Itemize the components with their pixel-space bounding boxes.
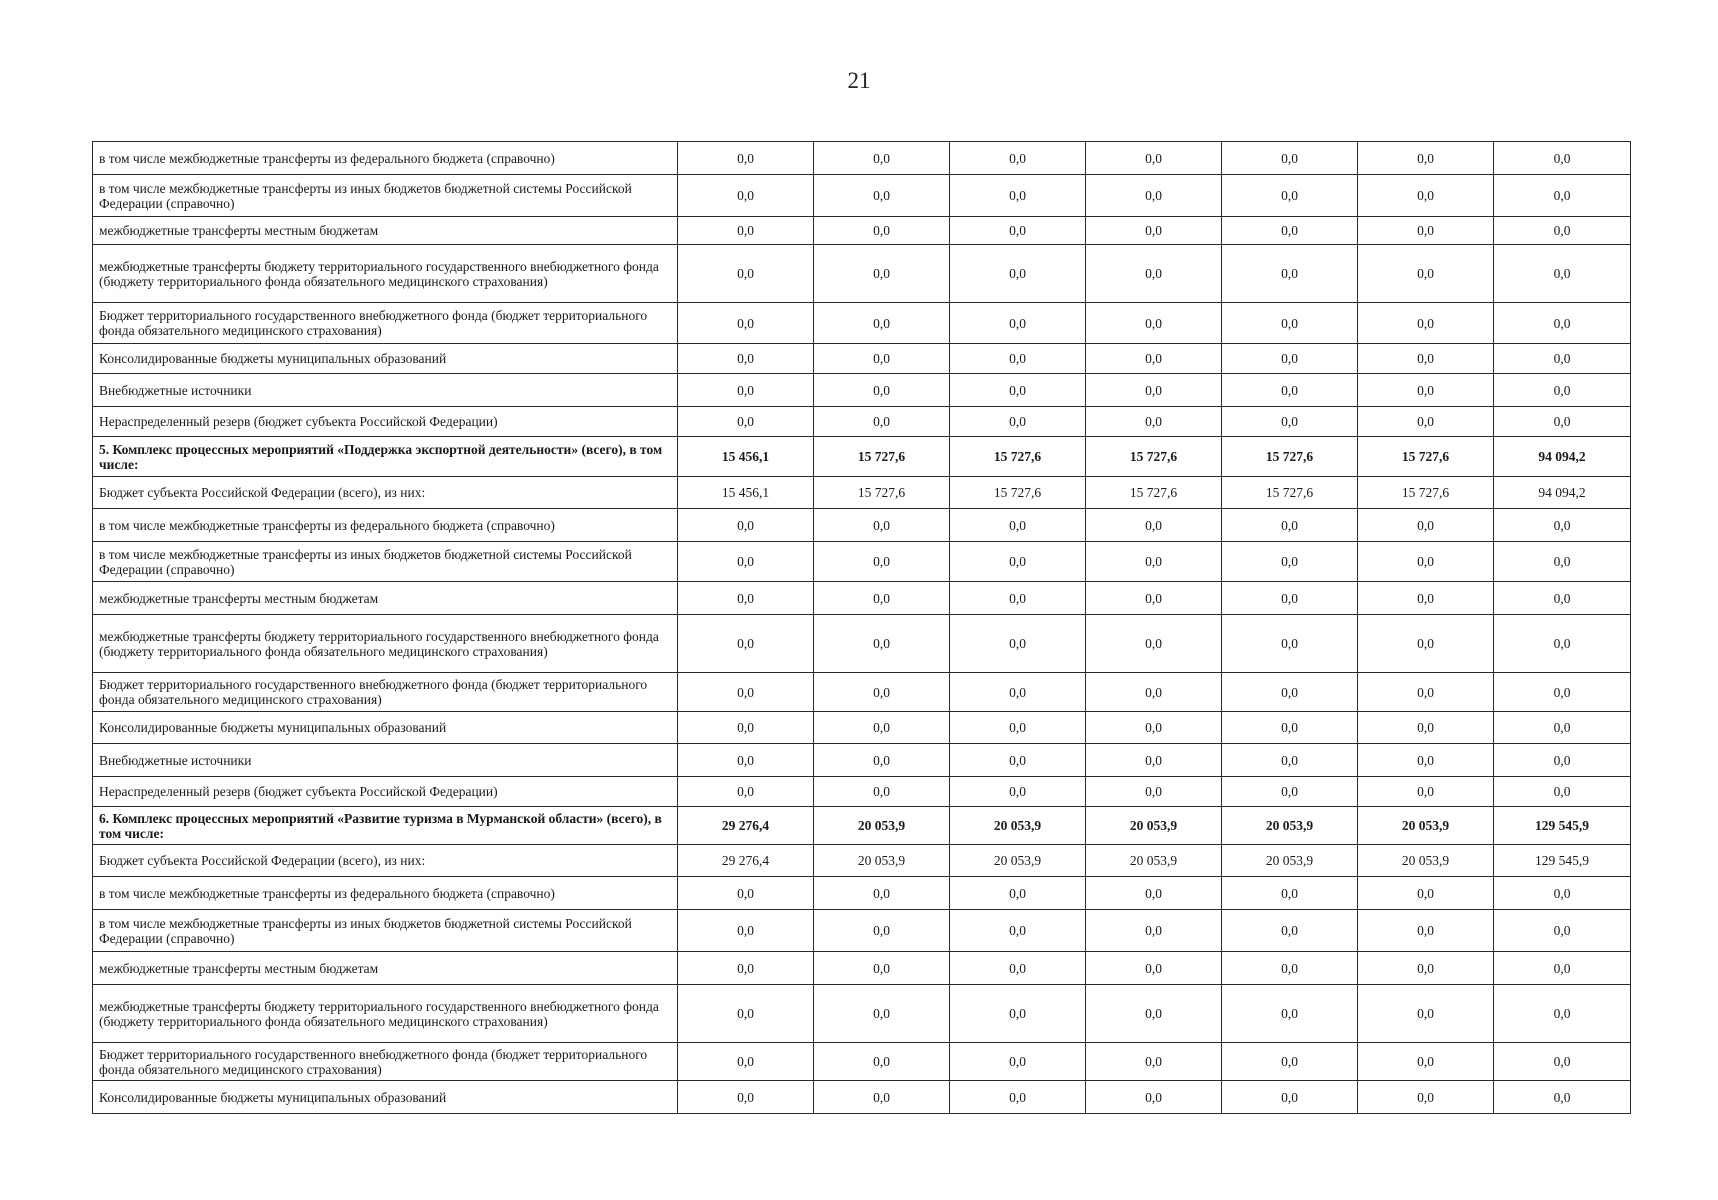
value-cell: 0,0 xyxy=(950,245,1086,303)
value-cell: 20 053,9 xyxy=(1358,845,1494,877)
value-cell: 0,0 xyxy=(1086,712,1222,744)
table-row xyxy=(93,245,1631,303)
row-label: межбюджетные трансферты местным бюджетам xyxy=(93,217,678,245)
value-cell: 0,0 xyxy=(1494,509,1631,542)
value-cell: 0,0 xyxy=(1358,877,1494,910)
table-row xyxy=(93,509,1631,542)
value-cell: 0,0 xyxy=(1358,175,1494,217)
value-cell: 0,0 xyxy=(1086,245,1222,303)
row-label: Бюджет субъекта Российской Федерации (всего), из них: xyxy=(93,845,678,877)
value-cell: 15 727,6 xyxy=(814,437,950,477)
value-cell: 0,0 xyxy=(1494,344,1631,374)
value-cell: 0,0 xyxy=(1086,615,1222,673)
value-cell: 0,0 xyxy=(678,744,814,777)
value-cell: 0,0 xyxy=(1086,142,1222,175)
value-cell: 0,0 xyxy=(1222,582,1358,615)
value-cell: 0,0 xyxy=(1494,175,1631,217)
value-cell: 0,0 xyxy=(814,952,950,985)
value-cell: 0,0 xyxy=(1086,910,1222,952)
value-cell: 0,0 xyxy=(1086,952,1222,985)
value-cell: 0,0 xyxy=(1222,744,1358,777)
value-cell: 0,0 xyxy=(950,582,1086,615)
value-cell: 0,0 xyxy=(950,712,1086,744)
value-cell: 0,0 xyxy=(950,910,1086,952)
budget-table xyxy=(92,141,1631,1114)
value-cell: 0,0 xyxy=(678,910,814,952)
value-cell: 0,0 xyxy=(1358,344,1494,374)
value-cell: 20 053,9 xyxy=(814,807,950,845)
table-row xyxy=(93,437,1631,477)
value-cell: 0,0 xyxy=(678,777,814,807)
value-cell: 0,0 xyxy=(814,245,950,303)
row-label: 6. Комплекс процессных мероприятий «Развитие туризма в Мурманской области» (всего), в том числе: xyxy=(93,807,678,845)
value-cell: 0,0 xyxy=(814,777,950,807)
value-cell: 0,0 xyxy=(950,142,1086,175)
value-cell: 0,0 xyxy=(1358,582,1494,615)
value-cell: 0,0 xyxy=(1494,303,1631,344)
value-cell: 0,0 xyxy=(678,407,814,437)
table-row xyxy=(93,303,1631,344)
value-cell: 0,0 xyxy=(1222,344,1358,374)
table-row xyxy=(93,344,1631,374)
value-cell: 0,0 xyxy=(814,374,950,407)
value-cell: 0,0 xyxy=(678,877,814,910)
value-cell: 0,0 xyxy=(1222,910,1358,952)
value-cell: 0,0 xyxy=(1358,615,1494,673)
row-label: Бюджет территориального государственного внебюджетного фонда (бюджет территориального фонда обязательного медицинского страхования) xyxy=(93,1043,678,1081)
row-label: межбюджетные трансферты местным бюджетам xyxy=(93,582,678,615)
value-cell: 20 053,9 xyxy=(950,807,1086,845)
table-row xyxy=(93,175,1631,217)
value-cell: 0,0 xyxy=(950,509,1086,542)
value-cell: 0,0 xyxy=(1494,217,1631,245)
value-cell: 0,0 xyxy=(1086,175,1222,217)
value-cell: 0,0 xyxy=(1494,374,1631,407)
value-cell: 0,0 xyxy=(1222,712,1358,744)
value-cell: 0,0 xyxy=(1086,542,1222,582)
value-cell: 15 727,6 xyxy=(1358,477,1494,509)
value-cell: 0,0 xyxy=(1222,217,1358,245)
value-cell: 0,0 xyxy=(814,712,950,744)
value-cell: 0,0 xyxy=(950,217,1086,245)
value-cell: 0,0 xyxy=(814,1081,950,1114)
value-cell: 20 053,9 xyxy=(1358,807,1494,845)
value-cell: 29 276,4 xyxy=(678,845,814,877)
value-cell: 0,0 xyxy=(678,509,814,542)
row-label: в том числе межбюджетные трансферты из иных бюджетов бюджетной системы Российской Федерации (справочно) xyxy=(93,910,678,952)
row-label: Внебюджетные источники xyxy=(93,744,678,777)
value-cell: 0,0 xyxy=(1086,744,1222,777)
value-cell: 0,0 xyxy=(814,509,950,542)
value-cell: 0,0 xyxy=(1494,615,1631,673)
table-row xyxy=(93,477,1631,509)
row-label: в том числе межбюджетные трансферты из федерального бюджета (справочно) xyxy=(93,509,678,542)
table-row xyxy=(93,877,1631,910)
table-row xyxy=(93,845,1631,877)
value-cell: 0,0 xyxy=(1222,142,1358,175)
table-row xyxy=(93,673,1631,712)
value-cell: 15 727,6 xyxy=(1222,437,1358,477)
value-cell: 15 727,6 xyxy=(1222,477,1358,509)
value-cell: 0,0 xyxy=(678,175,814,217)
value-cell: 0,0 xyxy=(678,217,814,245)
value-cell: 0,0 xyxy=(1222,985,1358,1043)
value-cell: 20 053,9 xyxy=(814,845,950,877)
value-cell: 0,0 xyxy=(1494,582,1631,615)
value-cell: 20 053,9 xyxy=(950,845,1086,877)
table-row xyxy=(93,615,1631,673)
value-cell: 0,0 xyxy=(950,175,1086,217)
row-label: в том числе межбюджетные трансферты из иных бюджетов бюджетной системы Российской Федерации (справочно) xyxy=(93,175,678,217)
value-cell: 0,0 xyxy=(1086,673,1222,712)
value-cell: 0,0 xyxy=(1494,910,1631,952)
value-cell: 0,0 xyxy=(814,744,950,777)
value-cell: 0,0 xyxy=(1494,985,1631,1043)
value-cell: 0,0 xyxy=(1358,712,1494,744)
value-cell: 0,0 xyxy=(678,142,814,175)
value-cell: 0,0 xyxy=(678,952,814,985)
table-row xyxy=(93,985,1631,1043)
row-label: Бюджет территориального государственного внебюджетного фонда (бюджет территориального фонда обязательного медицинского страхования) xyxy=(93,303,678,344)
value-cell: 0,0 xyxy=(1086,407,1222,437)
value-cell: 0,0 xyxy=(1494,407,1631,437)
row-label: Консолидированные бюджеты муниципальных образований xyxy=(93,712,678,744)
value-cell: 0,0 xyxy=(678,1081,814,1114)
row-label: межбюджетные трансферты бюджету территориального государственного внебюджетного фонда (бюджету территориального фонда обязательного медицинского страхования) xyxy=(93,985,678,1043)
value-cell: 0,0 xyxy=(678,712,814,744)
value-cell: 0,0 xyxy=(1358,142,1494,175)
value-cell: 0,0 xyxy=(678,303,814,344)
value-cell: 94 094,2 xyxy=(1494,437,1631,477)
page-number: 21 xyxy=(847,68,871,93)
value-cell: 20 053,9 xyxy=(1222,845,1358,877)
value-cell: 0,0 xyxy=(1358,673,1494,712)
value-cell: 0,0 xyxy=(814,1043,950,1081)
table-row xyxy=(93,582,1631,615)
value-cell: 0,0 xyxy=(950,542,1086,582)
value-cell: 0,0 xyxy=(1494,245,1631,303)
table-row xyxy=(93,807,1631,845)
value-cell: 0,0 xyxy=(678,245,814,303)
value-cell: 0,0 xyxy=(1222,374,1358,407)
table-row xyxy=(93,952,1631,985)
value-cell: 0,0 xyxy=(1086,217,1222,245)
value-cell: 0,0 xyxy=(814,407,950,437)
value-cell: 20 053,9 xyxy=(1086,807,1222,845)
value-cell: 15 456,1 xyxy=(678,437,814,477)
table-row xyxy=(93,777,1631,807)
value-cell: 0,0 xyxy=(678,985,814,1043)
value-cell: 0,0 xyxy=(1494,877,1631,910)
value-cell: 0,0 xyxy=(814,615,950,673)
row-label: Бюджет территориального государственного внебюджетного фонда (бюджет территориального фонда обязательного медицинского страхования) xyxy=(93,673,678,712)
value-cell: 0,0 xyxy=(1358,374,1494,407)
value-cell: 0,0 xyxy=(1494,542,1631,582)
value-cell: 0,0 xyxy=(1358,910,1494,952)
table-row xyxy=(93,217,1631,245)
value-cell: 0,0 xyxy=(950,615,1086,673)
value-cell: 0,0 xyxy=(1358,744,1494,777)
value-cell: 15 727,6 xyxy=(950,437,1086,477)
value-cell: 0,0 xyxy=(1494,777,1631,807)
value-cell: 0,0 xyxy=(950,303,1086,344)
value-cell: 0,0 xyxy=(950,1081,1086,1114)
value-cell: 0,0 xyxy=(678,582,814,615)
value-cell: 0,0 xyxy=(1358,985,1494,1043)
value-cell: 15 727,6 xyxy=(814,477,950,509)
value-cell: 20 053,9 xyxy=(1086,845,1222,877)
value-cell: 0,0 xyxy=(950,777,1086,807)
value-cell: 0,0 xyxy=(1222,245,1358,303)
value-cell: 0,0 xyxy=(1086,344,1222,374)
value-cell: 0,0 xyxy=(1222,615,1358,673)
value-cell: 0,0 xyxy=(950,374,1086,407)
value-cell: 0,0 xyxy=(1358,509,1494,542)
table-row xyxy=(93,910,1631,952)
value-cell: 20 053,9 xyxy=(1222,807,1358,845)
value-cell: 0,0 xyxy=(950,407,1086,437)
value-cell: 129 545,9 xyxy=(1494,845,1631,877)
value-cell: 0,0 xyxy=(950,952,1086,985)
value-cell: 0,0 xyxy=(950,1043,1086,1081)
value-cell: 0,0 xyxy=(814,985,950,1043)
table-row xyxy=(93,542,1631,582)
value-cell: 0,0 xyxy=(1086,1043,1222,1081)
value-cell: 0,0 xyxy=(814,877,950,910)
value-cell: 0,0 xyxy=(1222,303,1358,344)
table-row xyxy=(93,407,1631,437)
value-cell: 0,0 xyxy=(1494,712,1631,744)
value-cell: 0,0 xyxy=(1494,952,1631,985)
row-label: в том числе межбюджетные трансферты из федерального бюджета (справочно) xyxy=(93,142,678,175)
value-cell: 0,0 xyxy=(1086,582,1222,615)
value-cell: 0,0 xyxy=(1494,744,1631,777)
value-cell: 0,0 xyxy=(1222,877,1358,910)
table-row xyxy=(93,712,1631,744)
value-cell: 0,0 xyxy=(678,344,814,374)
value-cell: 0,0 xyxy=(950,744,1086,777)
value-cell: 0,0 xyxy=(678,615,814,673)
value-cell: 0,0 xyxy=(1358,952,1494,985)
value-cell: 0,0 xyxy=(1086,374,1222,407)
value-cell: 0,0 xyxy=(1222,1043,1358,1081)
value-cell: 0,0 xyxy=(1494,673,1631,712)
value-cell: 0,0 xyxy=(1494,142,1631,175)
value-cell: 0,0 xyxy=(1358,1043,1494,1081)
value-cell: 0,0 xyxy=(814,910,950,952)
table-row xyxy=(93,1081,1631,1114)
value-cell: 15 727,6 xyxy=(1086,477,1222,509)
value-cell: 15 727,6 xyxy=(950,477,1086,509)
row-label: в том числе межбюджетные трансферты из иных бюджетов бюджетной системы Российской Федерации (справочно) xyxy=(93,542,678,582)
table-row xyxy=(93,744,1631,777)
value-cell: 0,0 xyxy=(1222,1081,1358,1114)
value-cell: 15 727,6 xyxy=(1086,437,1222,477)
value-cell: 0,0 xyxy=(678,1043,814,1081)
value-cell: 15 727,6 xyxy=(1358,437,1494,477)
row-label: в том числе межбюджетные трансферты из федерального бюджета (справочно) xyxy=(93,877,678,910)
value-cell: 0,0 xyxy=(814,303,950,344)
value-cell: 0,0 xyxy=(1086,777,1222,807)
value-cell: 0,0 xyxy=(1086,877,1222,910)
row-label: Внебюджетные источники xyxy=(93,374,678,407)
value-cell: 0,0 xyxy=(814,217,950,245)
value-cell: 0,0 xyxy=(950,673,1086,712)
value-cell: 0,0 xyxy=(1222,777,1358,807)
row-label: межбюджетные трансферты бюджету территориального государственного внебюджетного фонда (бюджету территориального фонда обязательного медицинского страхования) xyxy=(93,245,678,303)
table-row xyxy=(93,1043,1631,1081)
value-cell: 129 545,9 xyxy=(1494,807,1631,845)
row-label: Бюджет субъекта Российской Федерации (всего), из них: xyxy=(93,477,678,509)
value-cell: 0,0 xyxy=(950,877,1086,910)
value-cell: 15 456,1 xyxy=(678,477,814,509)
row-label: межбюджетные трансферты бюджету территориального государственного внебюджетного фонда (бюджету территориального фонда обязательного медицинского страхования) xyxy=(93,615,678,673)
row-label: Нераспределенный резерв (бюджет субъекта Российской Федерации) xyxy=(93,777,678,807)
value-cell: 0,0 xyxy=(1358,777,1494,807)
value-cell: 0,0 xyxy=(1222,542,1358,582)
value-cell: 0,0 xyxy=(678,542,814,582)
value-cell: 0,0 xyxy=(1086,509,1222,542)
value-cell: 0,0 xyxy=(1222,509,1358,542)
value-cell: 0,0 xyxy=(1494,1081,1631,1114)
value-cell: 29 276,4 xyxy=(678,807,814,845)
row-label: 5. Комплекс процессных мероприятий «Поддержка экспортной деятельности» (всего), в том числе: xyxy=(93,437,678,477)
value-cell: 0,0 xyxy=(1086,1081,1222,1114)
value-cell: 0,0 xyxy=(1358,245,1494,303)
value-cell: 0,0 xyxy=(814,542,950,582)
value-cell: 0,0 xyxy=(678,673,814,712)
value-cell: 0,0 xyxy=(1222,407,1358,437)
value-cell: 0,0 xyxy=(1086,985,1222,1043)
row-label: Консолидированные бюджеты муниципальных образований xyxy=(93,1081,678,1114)
value-cell: 0,0 xyxy=(814,344,950,374)
value-cell: 0,0 xyxy=(814,673,950,712)
value-cell: 0,0 xyxy=(1358,407,1494,437)
value-cell: 94 094,2 xyxy=(1494,477,1631,509)
value-cell: 0,0 xyxy=(814,582,950,615)
value-cell: 0,0 xyxy=(678,374,814,407)
budget-table-body xyxy=(93,142,1631,1114)
value-cell: 0,0 xyxy=(1222,673,1358,712)
value-cell: 0,0 xyxy=(1086,303,1222,344)
row-label: межбюджетные трансферты местным бюджетам xyxy=(93,952,678,985)
row-label: Консолидированные бюджеты муниципальных образований xyxy=(93,344,678,374)
row-label: Нераспределенный резерв (бюджет субъекта Российской Федерации) xyxy=(93,407,678,437)
table-row xyxy=(93,374,1631,407)
value-cell: 0,0 xyxy=(1358,303,1494,344)
value-cell: 0,0 xyxy=(950,985,1086,1043)
table-row xyxy=(93,142,1631,175)
value-cell: 0,0 xyxy=(1358,1081,1494,1114)
value-cell: 0,0 xyxy=(814,142,950,175)
value-cell: 0,0 xyxy=(1222,175,1358,217)
value-cell: 0,0 xyxy=(1494,1043,1631,1081)
value-cell: 0,0 xyxy=(1358,217,1494,245)
value-cell: 0,0 xyxy=(950,344,1086,374)
value-cell: 0,0 xyxy=(814,175,950,217)
value-cell: 0,0 xyxy=(1358,542,1494,582)
value-cell: 0,0 xyxy=(1222,952,1358,985)
